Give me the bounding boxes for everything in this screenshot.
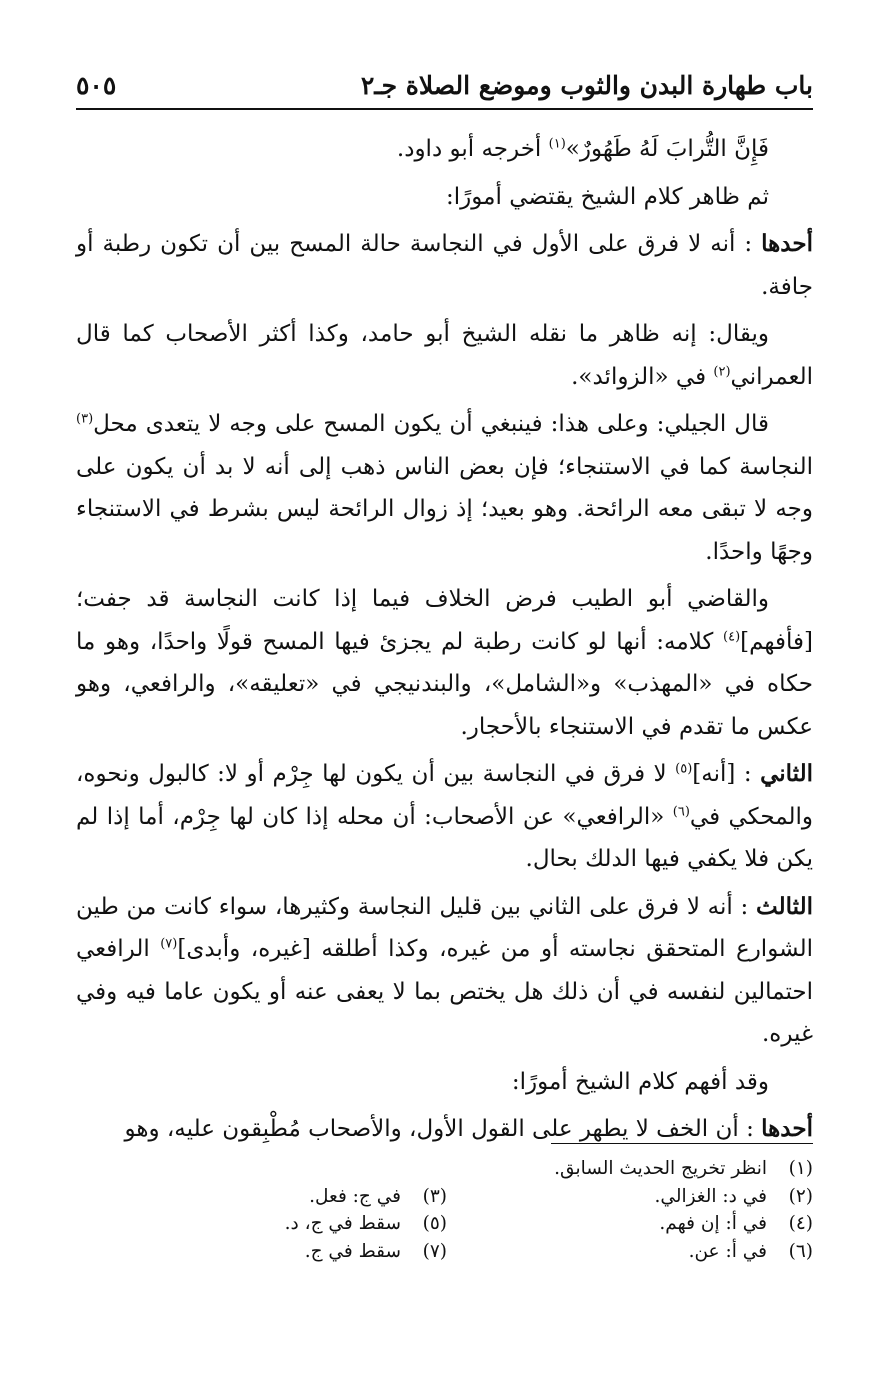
footnote: (٤) في أ: إن فهم. xyxy=(659,1213,813,1234)
paragraph: الثالث : أنه لا فرق على الثاني بين قليل النجاسة وكثيرها، سواء كانت من طين الشوارع المتحقق نجاسته أو من غيره، وكذا أطلقه [غيره، وأبدى]$^{(٧)}$ الرافعي احتمالين لنفسه في أن ذلك هل يختص بما لا يعفى عنه أو يكون عاما فيه وفي غيره. xyxy=(76,892,813,1047)
footnote: (٦) في أ: عن. xyxy=(688,1240,813,1262)
footnote-ref: (٧) xyxy=(160,936,178,952)
footnote: (٥) سقط في ج، د. xyxy=(284,1213,447,1234)
page-header xyxy=(76,62,813,110)
footnote: (٣) في ج: فعل. xyxy=(309,1185,447,1207)
footnote-row xyxy=(76,1155,813,1183)
paragraph: ويقال: إنه ظاهر ما نقله الشيخ أبو حامد، وكذا أكثر الأصحاب كما قال العمراني$^{(٢)}$ في «الزوائد». xyxy=(76,321,813,390)
paragraph: والقاضي أبو الطيب فرض الخلاف فيما إذا كانت النجاسة قد جفت؛ [فأفهم]$^{(٤)}$ كلامه: أنها لو كانت رطبة لم يجزئ فيها المسح قولًا واحدًا، وهو ما حكاه في «المهذب» و«الشامل»، والبندنيجي في «تعليقه»، والرافعي، وهو عكس ما تقدم في الاستنجاء بالأحجار. xyxy=(76,586,813,740)
paragraph: أحدها : أن الخف لا يطهر على القول الأول، والأصحاب مُطْبِقون عليه، وهو xyxy=(124,1115,813,1142)
footnote-ref: (٣) xyxy=(76,411,94,427)
paragraph: وقد أفهم كلام الشيخ أمورًا: xyxy=(511,1068,769,1095)
paragraph: قال الجيلي: وعلى هذا: فينبغي أن يكون المسح على وجه لا يتعدى محل$^{(٣)}$ النجاسة كما في الاستنجاء؛ فإن بعض الناس ذهب إلى أنه لا بد أن يكون على وجه لا تبقى معه الرائحة. وهو بعيد؛ إذ زوال الرائحة ليس بشرط في الاستنجاء وجهًا واحدًا. xyxy=(76,411,813,565)
footnote-row xyxy=(76,1238,813,1266)
main-text xyxy=(76,128,813,1156)
footnote-ref: (١) xyxy=(548,136,566,152)
footnote-ref: (٢) xyxy=(713,363,731,379)
lead-word: أحدها xyxy=(761,1115,813,1142)
paragraph: فَإِنَّ التُّرابَ لَهُ طَهُورٌ»$^{(١)}$ أخرجه أبو داود. xyxy=(396,136,769,162)
footnote: (٧) سقط في ج. xyxy=(304,1240,447,1262)
lead-word: الثالث xyxy=(756,892,813,920)
footnote-row xyxy=(76,1210,813,1238)
footnote: (٢) في د: الغزالي. xyxy=(654,1185,813,1207)
lead-word: أحدها xyxy=(761,230,813,257)
footnote-ref: (٤) xyxy=(723,628,741,644)
paragraph: الثاني : [أنه]$^{(٥)}$ لا فرق في النجاسة بين أن يكون لها جِرْم أو لا: كالبول ونحوه، والمحكي في$^{(٦)}$ «الرافعي» عن الأصحاب: أن محله إذا كان لها جِرْم، أما إذا لم يكن فلا يكفي فيها الدلك بحال. xyxy=(76,760,813,872)
paragraph: أحدها : أنه لا فرق على الأول في النجاسة حالة المسح بين أن تكون رطبة أو جافة. xyxy=(76,230,813,300)
footnote-row xyxy=(76,1183,813,1211)
lead-word: الثاني xyxy=(760,760,813,787)
footnote: (١) انظر تخريج الحديث السابق. xyxy=(554,1158,813,1179)
footnote-ref: (٦) xyxy=(672,803,690,819)
page-number: ٥٠٥ xyxy=(76,70,117,100)
paragraph: ثم ظاهر كلام الشيخ يقتضي أمورًا: xyxy=(446,183,769,210)
running-title: باب طهارة البدن والثوب وموضع الصلاة جـ٢ xyxy=(360,70,813,100)
footnotes xyxy=(76,1155,813,1265)
footnote-separator xyxy=(551,1143,813,1144)
footnote-ref: (٥) xyxy=(675,761,693,777)
